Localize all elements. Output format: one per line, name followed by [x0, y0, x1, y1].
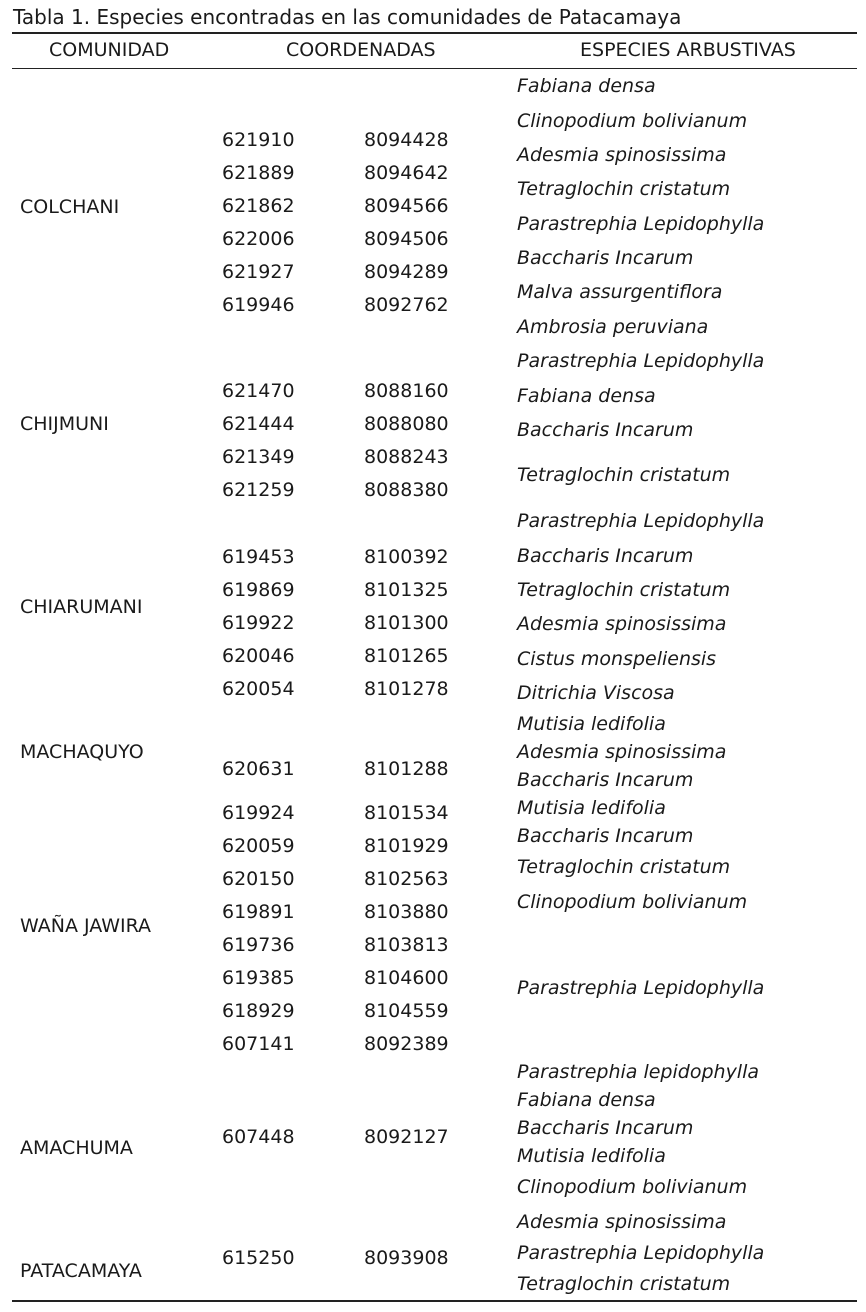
species-name: Adesmia spinosissima [517, 741, 727, 763]
coordinate-y: 8101288 [364, 758, 449, 780]
community-name: PATACAMAYA [20, 1260, 142, 1282]
species-name: Mutisia ledifolia [517, 713, 666, 735]
community-name: AMACHUMA [20, 1137, 133, 1159]
coordinate-y: 8092389 [364, 1033, 449, 1055]
species-name: Baccharis Incarum [517, 769, 694, 791]
coordinate-y: 8101265 [364, 645, 449, 667]
species-name: Adesmia spinosissima [517, 1211, 727, 1233]
coordinate-y: 8101278 [364, 678, 449, 700]
species-name: Adesmia spinosissima [517, 144, 727, 166]
coordinate-y: 8101929 [364, 835, 449, 857]
coordinate-y: 8094289 [364, 261, 449, 283]
coordinate-y: 8088160 [364, 380, 449, 402]
coordinate-x: 607448 [222, 1126, 295, 1148]
species-name: Parastrephia Lepidophylla [517, 977, 765, 999]
species-name: Clinopodium bolivianum [517, 110, 748, 132]
coordinate-x: 620059 [222, 835, 295, 857]
coordinate-x: 607141 [222, 1033, 295, 1055]
species-name: Tetraglochin cristatum [517, 579, 731, 601]
coordinate-x: 621259 [222, 479, 295, 501]
coordinate-x: 621889 [222, 162, 295, 184]
coordinate-x: 615250 [222, 1247, 295, 1269]
species-name: Parastrephia Lepidophylla [517, 510, 765, 532]
header-rule [12, 68, 857, 69]
species-name: Parastrephia Lepidophylla [517, 1242, 765, 1264]
coordinate-y: 8101534 [364, 802, 449, 824]
community-name: CHIARUMANI [20, 596, 143, 618]
species-name: Parastrephia lepidophylla [517, 1061, 760, 1083]
coordinate-y: 8093908 [364, 1247, 449, 1269]
coordinate-x: 621349 [222, 446, 295, 468]
coordinate-x: 619924 [222, 802, 295, 824]
species-name: Tetraglochin cristatum [517, 464, 731, 486]
coordinate-y: 8104600 [364, 967, 449, 989]
species-name: Clinopodium bolivianum [517, 891, 748, 913]
coordinate-x: 620054 [222, 678, 295, 700]
species-name: Baccharis Incarum [517, 825, 694, 847]
coordinate-x: 621862 [222, 195, 295, 217]
coordinate-y: 8100392 [364, 546, 449, 568]
community-name: COLCHANI [20, 196, 120, 218]
coordinate-y: 8101300 [364, 612, 449, 634]
coordinate-x: 621444 [222, 413, 295, 435]
coordinate-x: 619453 [222, 546, 295, 568]
coordinate-x: 620046 [222, 645, 295, 667]
species-name: Clinopodium bolivianum [517, 1176, 748, 1198]
coordinate-y: 8103880 [364, 901, 449, 923]
coordinate-x: 621910 [222, 129, 295, 151]
coordinate-x: 618929 [222, 1000, 295, 1022]
species-name: Fabiana densa [517, 1089, 656, 1111]
species-name: Fabiana densa [517, 75, 656, 97]
coordinate-x: 619736 [222, 934, 295, 956]
species-name: Ambrosia peruviana [517, 316, 709, 338]
coordinate-x: 620631 [222, 758, 295, 780]
species-name: Tetraglochin cristatum [517, 856, 731, 878]
coordinate-y: 8094642 [364, 162, 449, 184]
coordinate-y: 8094566 [364, 195, 449, 217]
coordinate-y: 8092762 [364, 294, 449, 316]
coordinate-y: 8094428 [364, 129, 449, 151]
coordinate-x: 621470 [222, 380, 295, 402]
species-name: Malva assurgentiflora [517, 281, 723, 303]
coordinate-y: 8092127 [364, 1126, 449, 1148]
coordinate-x: 619385 [222, 967, 295, 989]
coordinate-x: 621927 [222, 261, 295, 283]
species-name: Parastrephia Lepidophylla [517, 350, 765, 372]
species-name: Tetraglochin cristatum [517, 178, 731, 200]
table-caption: Tabla 1. Especies encontradas en las comunidades de Patacamaya [13, 5, 682, 29]
species-name: Ditrichia Viscosa [517, 682, 675, 704]
species-name: Mutisia ledifolia [517, 1145, 666, 1167]
coordinate-y: 8088380 [364, 479, 449, 501]
coordinate-x: 622006 [222, 228, 295, 250]
coordinate-y: 8088243 [364, 446, 449, 468]
coordinate-y: 8094506 [364, 228, 449, 250]
species-name: Baccharis Incarum [517, 545, 694, 567]
coordinate-y: 8103813 [364, 934, 449, 956]
header-coordinates: COORDENADAS [286, 39, 436, 61]
species-name: Parastrephia Lepidophylla [517, 213, 765, 235]
coordinate-x: 620150 [222, 868, 295, 890]
species-name: Baccharis Incarum [517, 419, 694, 441]
header-species: ESPECIES ARBUSTIVAS [580, 39, 796, 61]
coordinate-y: 8102563 [364, 868, 449, 890]
coordinate-x: 619922 [222, 612, 295, 634]
coordinate-y: 8104559 [364, 1000, 449, 1022]
species-name: Tetraglochin cristatum [517, 1273, 731, 1295]
coordinate-x: 619891 [222, 901, 295, 923]
species-name: Fabiana densa [517, 385, 656, 407]
community-name: MACHAQUYO [20, 741, 144, 763]
bottom-rule [12, 1300, 857, 1302]
species-name: Mutisia ledifolia [517, 797, 666, 819]
coordinate-x: 619869 [222, 579, 295, 601]
top-rule [12, 32, 857, 34]
community-name: CHIJMUNI [20, 413, 109, 435]
species-name: Baccharis Incarum [517, 1117, 694, 1139]
coordinate-x: 619946 [222, 294, 295, 316]
coordinate-y: 8101325 [364, 579, 449, 601]
coordinate-y: 8088080 [364, 413, 449, 435]
header-community: COMUNIDAD [49, 39, 170, 61]
species-name: Baccharis Incarum [517, 247, 694, 269]
species-name: Adesmia spinosissima [517, 613, 727, 635]
species-name: Cistus monspeliensis [517, 648, 717, 670]
community-name: WAÑA JAWIRA [20, 915, 152, 937]
